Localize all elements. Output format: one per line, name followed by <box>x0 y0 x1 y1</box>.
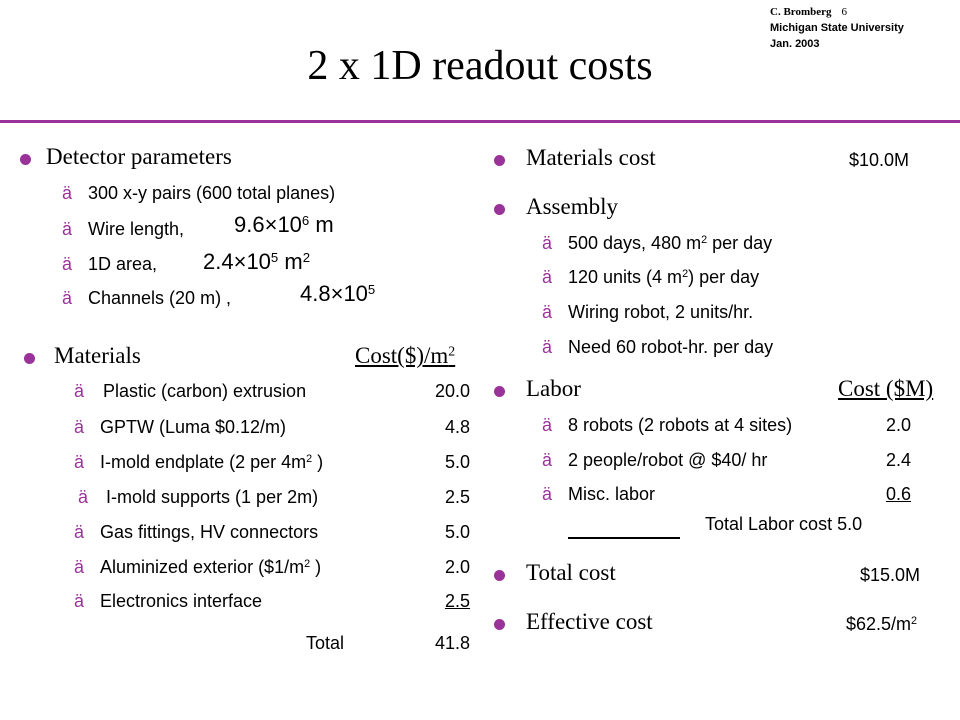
institution: Michigan State University <box>770 22 904 34</box>
detector-item: Wire length, <box>88 219 185 239</box>
arrow-bullet-icon: ä <box>542 450 553 470</box>
bullet-icon <box>494 386 505 397</box>
materials-column-header: $Cost(\$)/m^2$ <box>355 343 456 368</box>
bullet-icon <box>20 154 31 165</box>
arrow-bullet-icon: ä <box>78 487 89 507</box>
arrow-bullet-icon: ä <box>542 484 553 504</box>
labor-heading: Labor <box>526 376 581 401</box>
arrow-bullet-icon: ä <box>62 254 73 274</box>
material-label: I-mold supports (1 per 2m) <box>106 487 319 507</box>
labor-column-header: Cost ($M) <box>838 376 934 401</box>
material-value: 20.0 <box>434 381 470 401</box>
arrow-bullet-icon: ä <box>74 522 85 542</box>
assembly-item: Need 60 robot-hr. per day <box>568 337 774 357</box>
math-expression: $4.8\times 10^5$ <box>300 281 376 306</box>
arrow-bullet-icon: ä <box>542 233 553 253</box>
material-label: Plastic (carbon) extrusion <box>103 381 307 401</box>
labor-separator-line <box>568 537 680 539</box>
labor-label: 8 robots (2 robots at 4 sites) <box>568 415 793 435</box>
arrow-bullet-icon: ä <box>542 415 553 435</box>
arrow-bullet-icon: ä <box>74 417 85 437</box>
arrow-bullet-icon: ä <box>74 381 85 401</box>
detector-item: 1D area, <box>88 254 158 274</box>
materials-cost-label: Materials cost <box>526 145 656 170</box>
total-cost-label: Total cost <box>526 560 616 585</box>
date: Jan. 2003 <box>770 38 820 50</box>
arrow-bullet-icon: ä <box>74 591 85 611</box>
arrow-bullet-icon: ä <box>542 267 553 287</box>
labor-total: Total Labor cost 5.0 <box>705 514 863 534</box>
materials-total-label: Total <box>306 633 345 653</box>
materials-heading: Materials <box>54 343 141 368</box>
material-value: 2.5 <box>444 487 470 507</box>
math-expression: $9.6\times 10^6$ m <box>234 212 334 237</box>
detector-item: 300 x-y pairs (600 total planes) <box>88 183 336 203</box>
assembly-item: 120 units (4 $m^2$) per day <box>568 267 760 287</box>
arrow-bullet-icon: ä <box>542 337 553 357</box>
assembly-heading: Assembly <box>526 194 618 219</box>
effective-cost-label: Effective cost <box>526 609 653 634</box>
assembly-item: Wiring robot, 2 units/hr. <box>568 302 754 322</box>
material-label: Aluminized exterior ($\$1/m^2$ ) <box>100 557 322 577</box>
math-expression: $2.4\times 10^5$ $m^2$ <box>203 249 311 274</box>
materials-cost-value: $10.0M <box>849 150 910 170</box>
material-label: Gas fittings, HV connectors <box>100 522 319 542</box>
arrow-bullet-icon: ä <box>542 302 553 322</box>
material-label: GPTW (Luma $0.12/m) <box>100 417 287 437</box>
labor-label: Misc. labor <box>568 484 656 504</box>
bullet-icon <box>494 570 505 581</box>
author-name: C. Bromberg <box>770 6 832 18</box>
arrow-bullet-icon: ä <box>74 557 85 577</box>
effective-cost-value: $\$62.5/m^2$ <box>846 614 918 634</box>
arrow-bullet-icon: ä <box>62 288 73 308</box>
material-value: 5.0 <box>444 452 470 472</box>
materials-total-value: 41.8 <box>434 633 470 653</box>
labor-value: 2.0 <box>886 415 912 435</box>
arrow-bullet-icon: ä <box>62 219 73 239</box>
material-value: 2.5 <box>444 591 470 611</box>
material-label: Electronics interface <box>100 591 263 611</box>
arrow-bullet-icon: ä <box>62 183 73 203</box>
assembly-item: 500 days, 480 $m^2$ per day <box>568 233 773 253</box>
detector-item: Channels (20 m) , <box>88 288 232 308</box>
title-rule <box>0 120 960 123</box>
labor-value: 0.6 <box>886 484 912 504</box>
page-number: 6 <box>841 6 848 18</box>
total-cost-value: $15.0M <box>860 565 921 585</box>
detector-heading: Detector parameters <box>46 144 232 169</box>
labor-value: 2.4 <box>886 450 912 470</box>
bullet-icon <box>494 155 505 166</box>
material-value: 5.0 <box>444 522 470 542</box>
material-value: 2.0 <box>444 557 470 577</box>
bullet-icon <box>24 353 35 364</box>
material-value: 4.8 <box>444 417 470 437</box>
bullet-icon <box>494 619 505 630</box>
bullet-icon <box>494 204 505 215</box>
arrow-bullet-icon: ä <box>74 452 85 472</box>
labor-label: 2 people/robot @ $40/ hr <box>568 450 768 470</box>
slide-title: 2 x 1D readout costs <box>307 43 653 89</box>
material-label: I-mold endplate (2 per $4m^2$ ) <box>100 452 324 472</box>
